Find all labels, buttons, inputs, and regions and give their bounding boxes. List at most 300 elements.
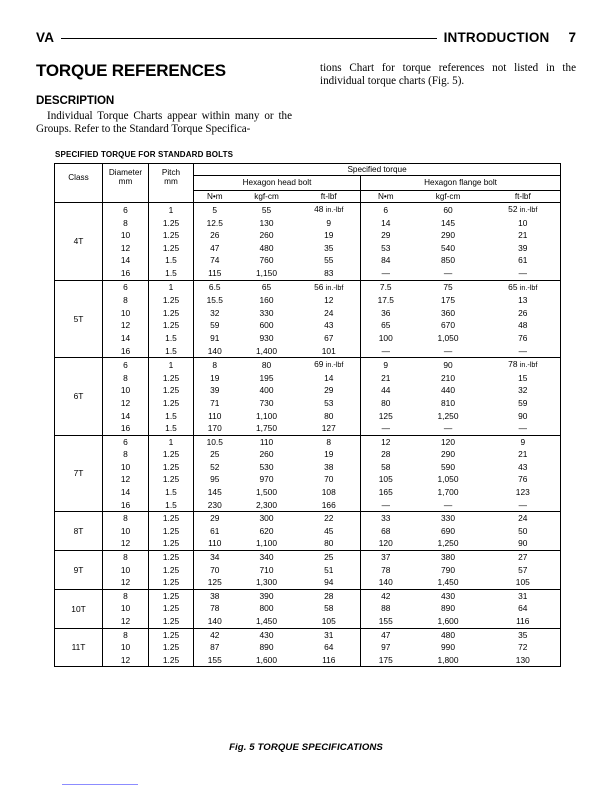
cell-head-nm: 47 — [210, 242, 220, 253]
cell-pitch: 1.25 — [149, 525, 194, 538]
cell-class: 10T — [55, 589, 103, 628]
cell-head-kgfcm: 1,450 — [256, 616, 277, 626]
table-row — [55, 294, 561, 307]
cell-diameter: 12 — [103, 319, 149, 332]
cell-head-nm: 26 — [210, 230, 220, 241]
cell-flange-kgfcm: 145 — [441, 217, 455, 228]
header-unit-spacer-diameter — [103, 191, 149, 203]
cell-head-nm: 140 — [207, 345, 222, 356]
cell-flange-nm: 65 — [381, 320, 391, 331]
header-pitch-unit: mm — [164, 177, 178, 187]
cell-pitch: 1.25 — [149, 307, 194, 320]
cell-head-nm: 155 — [207, 654, 222, 665]
cell-flange-ftlbf: 72 — [518, 642, 528, 653]
cell-diameter: 12 — [103, 242, 149, 255]
table-row — [55, 410, 561, 423]
cell-flange-kgfcm: 810 — [441, 397, 455, 408]
table-row — [55, 499, 561, 512]
cell-diameter: 14 — [103, 332, 149, 345]
cell-head-kgfcm: 1,100 — [256, 538, 277, 549]
cell-head-nm: 8 — [194, 358, 236, 372]
cell-flange-kgfcm: 1,450 — [437, 577, 459, 588]
cell-head-nm: 19 — [210, 372, 220, 383]
cell-flange-kgfcm: 90 — [411, 358, 486, 372]
cell-flange-ftlbf: 76 — [518, 332, 528, 343]
cell-pitch: 1.5 — [149, 486, 194, 499]
cell-head-ftlbf: 48 in.-lbf — [298, 203, 361, 217]
table-row — [55, 319, 561, 332]
cell-flange-ftlbf: 15 — [518, 372, 528, 383]
header-page-number: 7 — [568, 29, 576, 45]
cell-head-kgfcm: 300 — [236, 512, 298, 525]
cell-pitch: 1.25 — [149, 537, 194, 550]
cell-diameter: 6 — [103, 358, 149, 372]
cell-diameter: 8 — [103, 372, 149, 385]
cell-flange-kgfcm: 790 — [441, 564, 455, 575]
cell-flange-ftlbf: 52 in.-lbf — [508, 204, 538, 214]
table-row — [55, 537, 561, 550]
cell-diameter: 14 — [103, 254, 149, 267]
cell-flange-nm: 33 — [361, 512, 411, 525]
cell-head-kgfcm: 160 — [259, 295, 274, 306]
cell-flange-nm: 28 — [381, 449, 391, 460]
cell-flange-ftlbf: — — [518, 423, 527, 434]
cell-pitch: 1.25 — [149, 461, 194, 474]
cell-flange-nm: 80 — [381, 397, 391, 408]
cell-flange-kgfcm: 1,250 — [437, 410, 459, 421]
cell-flange-ftlbf: 59 — [518, 397, 528, 408]
cell-flange-ftlbf: 32 — [518, 385, 528, 396]
header-pitch — [149, 164, 194, 191]
cell-pitch: 1.25 — [149, 473, 194, 486]
cell-flange-kgfcm: 1,050 — [437, 474, 459, 485]
cell-head-kgfcm: 730 — [259, 397, 274, 408]
cell-flange-nm: 7.5 — [361, 280, 411, 294]
cell-flange-kgfcm: 360 — [441, 307, 455, 318]
cell-flange-kgfcm: 120 — [411, 435, 486, 448]
cell-pitch: 1 — [149, 203, 194, 217]
cell-head-ftlbf: 108 — [298, 486, 361, 499]
cell-pitch: 1.25 — [149, 242, 194, 255]
cell-flange-ftlbf: 39 — [518, 242, 528, 253]
cell-flange-nm: 68 — [381, 525, 391, 536]
cell-flange-ftlbf: 116 — [516, 616, 530, 626]
header-head-ftlbf: ft-lbf — [298, 191, 361, 203]
cell-flange-kgfcm: — — [443, 423, 453, 434]
cell-flange-ftlbf: 43 — [518, 461, 528, 472]
cell-flange-nm: 97 — [381, 642, 391, 653]
header-hexagon-flange-bolt: Hexagon flange bolt — [361, 176, 561, 191]
cell-head-kgfcm: 530 — [259, 461, 274, 472]
cell-head-ftlbf: 56 in.-lbf — [298, 280, 361, 294]
cell-head-ftlbf: 31 — [298, 628, 361, 641]
cell-head-nm: 42 — [194, 628, 236, 641]
table-row — [55, 307, 561, 320]
cell-pitch: 1.25 — [149, 294, 194, 307]
table-row — [55, 435, 561, 448]
cell-head-kgfcm: 800 — [259, 603, 274, 614]
table-row — [55, 551, 561, 564]
cell-head-kgfcm: 890 — [259, 642, 274, 653]
cell-head-nm: 34 — [194, 551, 236, 564]
cell-head-ftlbf: 19 — [298, 229, 361, 242]
bottom-rule — [62, 784, 138, 785]
cell-class: 7T — [55, 435, 103, 512]
cell-flange-kgfcm: 990 — [441, 642, 455, 653]
cell-pitch: 1.5 — [149, 410, 194, 423]
table-row — [55, 512, 561, 525]
cell-head-nm: 5 — [212, 204, 218, 215]
cell-head-kgfcm: 760 — [259, 255, 274, 266]
cell-diameter: 8 — [103, 628, 149, 641]
cell-flange-nm: 155 — [378, 616, 393, 626]
cell-head-nm: 115 — [208, 267, 222, 278]
cell-flange-kgfcm: 1,700 — [437, 487, 459, 498]
cell-pitch: 1.5 — [149, 499, 194, 512]
cell-diameter: 6 — [103, 435, 149, 448]
cell-head-ftlbf: 127 — [298, 422, 361, 435]
cell-flange-ftlbf: — — [518, 345, 527, 356]
cell-flange-nm: 88 — [381, 603, 391, 614]
table-row — [55, 384, 561, 397]
cell-head-ftlbf: 9 — [298, 217, 361, 230]
cell-flange-ftlbf: 130 — [515, 654, 530, 665]
cell-diameter: 12 — [103, 576, 149, 589]
cell-flange-ftlbf: 65 in.-lbf — [486, 280, 561, 294]
cell-flange-kgfcm: 690 — [441, 525, 455, 536]
cell-pitch: 1.5 — [149, 345, 194, 358]
cell-head-ftlbf: 25 — [298, 551, 361, 564]
header-section-title: INTRODUCTION — [443, 29, 550, 45]
cell-class: 5T — [55, 280, 103, 358]
table-body — [55, 203, 561, 667]
header-diameter — [103, 164, 149, 191]
cell-head-kgfcm: 600 — [259, 320, 274, 331]
cell-head-ftlbf: 43 — [298, 319, 361, 332]
table-row — [55, 422, 561, 435]
torque-table-container — [54, 163, 560, 667]
cell-head-nm: 12.5 — [206, 217, 223, 228]
cell-flange-nm: 29 — [381, 230, 391, 241]
cell-head-kgfcm: 260 — [259, 230, 274, 241]
cell-head-kgfcm: 430 — [236, 628, 298, 641]
cell-flange-kgfcm: 1,050 — [437, 332, 459, 343]
header-specified-torque: Specified torque — [194, 164, 561, 176]
cell-head-ftlbf: 69 in.-lbf — [298, 358, 361, 372]
cell-pitch: 1.25 — [149, 589, 194, 602]
cell-flange-kgfcm: 430 — [411, 589, 486, 602]
cell-flange-kgfcm: 850 — [441, 255, 455, 266]
cell-pitch: 1.25 — [149, 384, 194, 397]
cell-head-nm: 6.5 — [194, 280, 236, 294]
table-row — [55, 641, 561, 654]
cell-diameter: 6 — [103, 280, 149, 294]
cell-head-nm: 52 — [210, 461, 220, 472]
cell-head-kgfcm: 620 — [259, 525, 274, 536]
cell-head-kgfcm: 80 — [236, 358, 298, 372]
cell-pitch: 1.25 — [149, 641, 194, 654]
table-row — [55, 564, 561, 577]
cell-flange-ftlbf: 105 — [515, 577, 530, 588]
cell-diameter: 12 — [103, 615, 149, 628]
cell-head-kgfcm: 340 — [236, 551, 298, 564]
cell-head-nm: 125 — [207, 577, 222, 588]
cell-head-ftlbf: 22 — [298, 512, 361, 525]
cell-head-nm: 70 — [210, 564, 220, 575]
cell-diameter: 16 — [103, 499, 149, 512]
cell-pitch: 1.25 — [149, 397, 194, 410]
cell-flange-kgfcm: 540 — [441, 242, 455, 253]
cell-pitch: 1.25 — [149, 615, 194, 628]
cell-head-kgfcm: 55 — [261, 204, 272, 215]
cell-flange-nm: 120 — [378, 538, 393, 549]
cell-head-ftlbf: 35 — [298, 242, 361, 255]
cell-head-ftlbf: 58 — [298, 602, 361, 615]
cell-flange-kgfcm: 290 — [441, 230, 455, 241]
cell-flange-kgfcm: 1,600 — [437, 616, 459, 626]
cell-flange-kgfcm: 175 — [441, 295, 455, 306]
cell-flange-ftlbf: 78 in.-lbf — [486, 358, 561, 372]
table-row — [55, 345, 561, 358]
cell-flange-nm: 58 — [381, 461, 391, 472]
cell-head-ftlbf: 94 — [298, 576, 361, 589]
table-row — [55, 242, 561, 255]
cell-class: 8T — [55, 512, 103, 551]
table-row — [55, 461, 561, 474]
cell-flange-nm: 47 — [361, 628, 411, 641]
cell-head-kgfcm: 1,100 — [256, 410, 277, 421]
torque-specifications-table — [54, 163, 561, 667]
table-row — [55, 525, 561, 538]
cell-head-nm: 71 — [210, 397, 220, 408]
cell-flange-kgfcm: — — [443, 345, 453, 356]
cell-head-ftlbf: 116 — [298, 654, 361, 667]
cell-pitch: 1.25 — [149, 654, 194, 667]
description-paragraph-right: tions Chart for torque references not listed in the individual torque charts (Fig. 5). — [320, 62, 576, 88]
cell-diameter: 10 — [103, 307, 149, 320]
cell-head-nm: 61 — [210, 525, 220, 536]
figure-caption: Fig. 5 TORQUE SPECIFICATIONS — [229, 742, 383, 753]
cell-head-ftlbf: 29 — [298, 384, 361, 397]
cell-flange-nm: — — [381, 345, 390, 356]
cell-flange-kgfcm: 210 — [441, 372, 455, 383]
cell-head-kgfcm: 1,400 — [256, 345, 277, 356]
cell-diameter: 8 — [103, 512, 149, 525]
cell-flange-kgfcm: 75 — [411, 280, 486, 294]
table-header-row-1 — [55, 164, 561, 176]
cell-pitch: 1 — [149, 358, 194, 372]
cell-head-nm: 140 — [207, 616, 222, 626]
cell-diameter: 10 — [103, 525, 149, 538]
description-heading: DESCRIPTION — [36, 93, 115, 107]
cell-head-kgfcm: 330 — [259, 307, 274, 318]
cell-pitch: 1.25 — [149, 372, 194, 385]
cell-head-kgfcm: 65 — [236, 280, 298, 294]
cell-flange-nm: 165 — [378, 487, 393, 498]
prose-columns — [36, 62, 576, 137]
cell-class: 4T — [55, 203, 103, 281]
cell-head-nm: 74 — [210, 255, 220, 266]
cell-head-kgfcm: 1,750 — [256, 423, 277, 434]
header-flange-kgfcm: kgf-cm — [411, 191, 486, 203]
cell-class: 11T — [55, 628, 103, 667]
cell-head-ftlbf: 64 — [298, 641, 361, 654]
cell-head-nm: 39 — [210, 385, 220, 396]
cell-flange-ftlbf: 76 — [518, 474, 528, 485]
cell-pitch: 1 — [149, 435, 194, 448]
cell-head-nm: 145 — [207, 487, 222, 498]
prose-column-left — [36, 62, 292, 137]
table-row — [55, 229, 561, 242]
table-row — [55, 628, 561, 641]
cell-pitch: 1.25 — [149, 564, 194, 577]
cell-diameter: 16 — [103, 422, 149, 435]
cell-flange-kgfcm: — — [443, 499, 453, 510]
cell-head-kgfcm: 195 — [259, 372, 274, 383]
cell-flange-ftlbf: 50 — [518, 525, 528, 536]
header-class: Class — [55, 164, 103, 191]
cell-pitch: 1.25 — [149, 602, 194, 615]
cell-diameter: 12 — [103, 537, 149, 550]
cell-diameter: 8 — [103, 551, 149, 564]
table-row — [55, 486, 561, 499]
cell-diameter: 10 — [103, 384, 149, 397]
cell-head-kgfcm: 710 — [259, 564, 274, 575]
cell-head-kgfcm: 1,150 — [256, 267, 277, 278]
cell-diameter: 8 — [103, 448, 149, 461]
cell-flange-ftlbf: — — [518, 267, 527, 278]
cell-flange-ftlbf: 10 — [518, 217, 528, 228]
cell-head-nm: 87 — [210, 642, 220, 653]
cell-head-nm: 95 — [210, 474, 220, 485]
cell-head-kgfcm: 260 — [259, 449, 274, 460]
cell-head-nm: 78 — [210, 603, 220, 614]
cell-diameter: 8 — [103, 294, 149, 307]
cell-head-ftlbf: 51 — [298, 564, 361, 577]
cell-flange-nm: 140 — [378, 577, 393, 588]
cell-flange-nm: 84 — [381, 255, 391, 266]
cell-head-ftlbf: 38 — [298, 461, 361, 474]
cell-pitch: 1.5 — [149, 254, 194, 267]
cell-flange-nm: 12 — [361, 435, 411, 448]
header-diameter-unit: mm — [118, 177, 133, 187]
description-paragraph-left: Individual Torque Charts appear within many or the Groups. Refer to the Standard Torque Specifica- — [36, 109, 292, 136]
cell-flange-kgfcm: 60 — [443, 204, 453, 215]
cell-flange-nm: 44 — [381, 385, 391, 396]
cell-flange-ftlbf: 21 — [518, 449, 528, 460]
cell-class: 6T — [55, 358, 103, 436]
cell-flange-nm: 175 — [378, 654, 393, 665]
cell-flange-kgfcm: 890 — [441, 603, 455, 614]
cell-head-ftlbf: 8 — [298, 435, 361, 448]
header-manual-code: VA — [36, 29, 55, 45]
cell-flange-nm: 78 — [381, 564, 391, 575]
table-row — [55, 254, 561, 267]
cell-diameter: 8 — [103, 217, 149, 230]
cell-diameter: 8 — [103, 589, 149, 602]
prose-column-right — [320, 62, 576, 137]
cell-flange-nm: 14 — [381, 217, 391, 228]
cell-flange-ftlbf: 57 — [518, 564, 528, 575]
cell-flange-ftlbf: 27 — [486, 551, 561, 564]
table-row — [55, 203, 561, 217]
cell-head-ftlbf: 166 — [298, 499, 361, 512]
cell-flange-kgfcm: 480 — [411, 628, 486, 641]
cell-pitch: 1.25 — [149, 628, 194, 641]
cell-diameter: 12 — [103, 473, 149, 486]
cell-head-ftlbf: 80 — [298, 537, 361, 550]
cell-flange-ftlbf: 24 — [486, 512, 561, 525]
cell-head-ftlbf: 14 — [298, 372, 361, 385]
cell-flange-kgfcm: 380 — [411, 551, 486, 564]
cell-diameter: 10 — [103, 641, 149, 654]
cell-head-ftlbf: 67 — [298, 332, 361, 345]
header-flange-nm: N•m — [361, 191, 411, 203]
cell-diameter: 16 — [103, 267, 149, 280]
cell-pitch: 1.5 — [149, 267, 194, 280]
cell-flange-ftlbf: — — [518, 499, 527, 510]
cell-flange-ftlbf: 48 — [518, 320, 528, 331]
table-row — [55, 358, 561, 372]
cell-head-nm: 32 — [210, 307, 220, 318]
table-row — [55, 654, 561, 667]
header-unit-spacer-class — [55, 191, 103, 203]
cell-diameter: 10 — [103, 229, 149, 242]
cell-head-ftlbf: 19 — [298, 448, 361, 461]
cell-head-nm: 230 — [207, 499, 222, 510]
cell-flange-nm: 6 — [383, 204, 389, 215]
cell-head-ftlbf: 83 — [298, 267, 361, 280]
cell-flange-kgfcm: 670 — [441, 320, 455, 331]
cell-flange-nm: 100 — [378, 332, 393, 343]
cell-flange-ftlbf: 13 — [518, 295, 528, 306]
cell-head-kgfcm: 390 — [236, 589, 298, 602]
cell-head-kgfcm: 130 — [259, 217, 274, 228]
header-head-nm: N•m — [194, 191, 236, 203]
cell-pitch: 1.25 — [149, 217, 194, 230]
cell-diameter: 10 — [103, 602, 149, 615]
cell-flange-kgfcm: 290 — [441, 449, 455, 460]
cell-diameter: 14 — [103, 410, 149, 423]
table-row — [55, 372, 561, 385]
cell-head-kgfcm: 1,600 — [256, 654, 277, 665]
cell-diameter: 6 — [103, 203, 149, 217]
cell-diameter: 12 — [103, 397, 149, 410]
cell-flange-nm: 21 — [381, 372, 391, 383]
table-header-row-3 — [55, 191, 561, 203]
cell-pitch: 1.25 — [149, 551, 194, 564]
cell-flange-ftlbf: 35 — [486, 628, 561, 641]
cell-head-ftlbf: 101 — [298, 345, 361, 358]
cell-diameter: 12 — [103, 654, 149, 667]
cell-head-kgfcm: 110 — [236, 435, 298, 448]
header-diameter-label: Diameter — [108, 167, 143, 177]
table-row — [55, 267, 561, 280]
cell-flange-ftlbf: 26 — [518, 307, 528, 318]
cell-flange-kgfcm: 1,250 — [437, 538, 459, 549]
cell-head-kgfcm: 400 — [259, 385, 274, 396]
cell-head-nm: 110 — [208, 410, 222, 421]
cell-flange-nm: — — [381, 423, 390, 434]
cell-head-ftlbf: 53 — [298, 397, 361, 410]
header-head-kgfcm: kgf-cm — [236, 191, 298, 203]
table-head — [55, 164, 561, 203]
cell-head-nm: 38 — [194, 589, 236, 602]
cell-diameter: 14 — [103, 486, 149, 499]
cell-pitch: 1 — [149, 280, 194, 294]
cell-head-nm: 59 — [210, 320, 220, 331]
cell-flange-nm: — — [381, 499, 390, 510]
